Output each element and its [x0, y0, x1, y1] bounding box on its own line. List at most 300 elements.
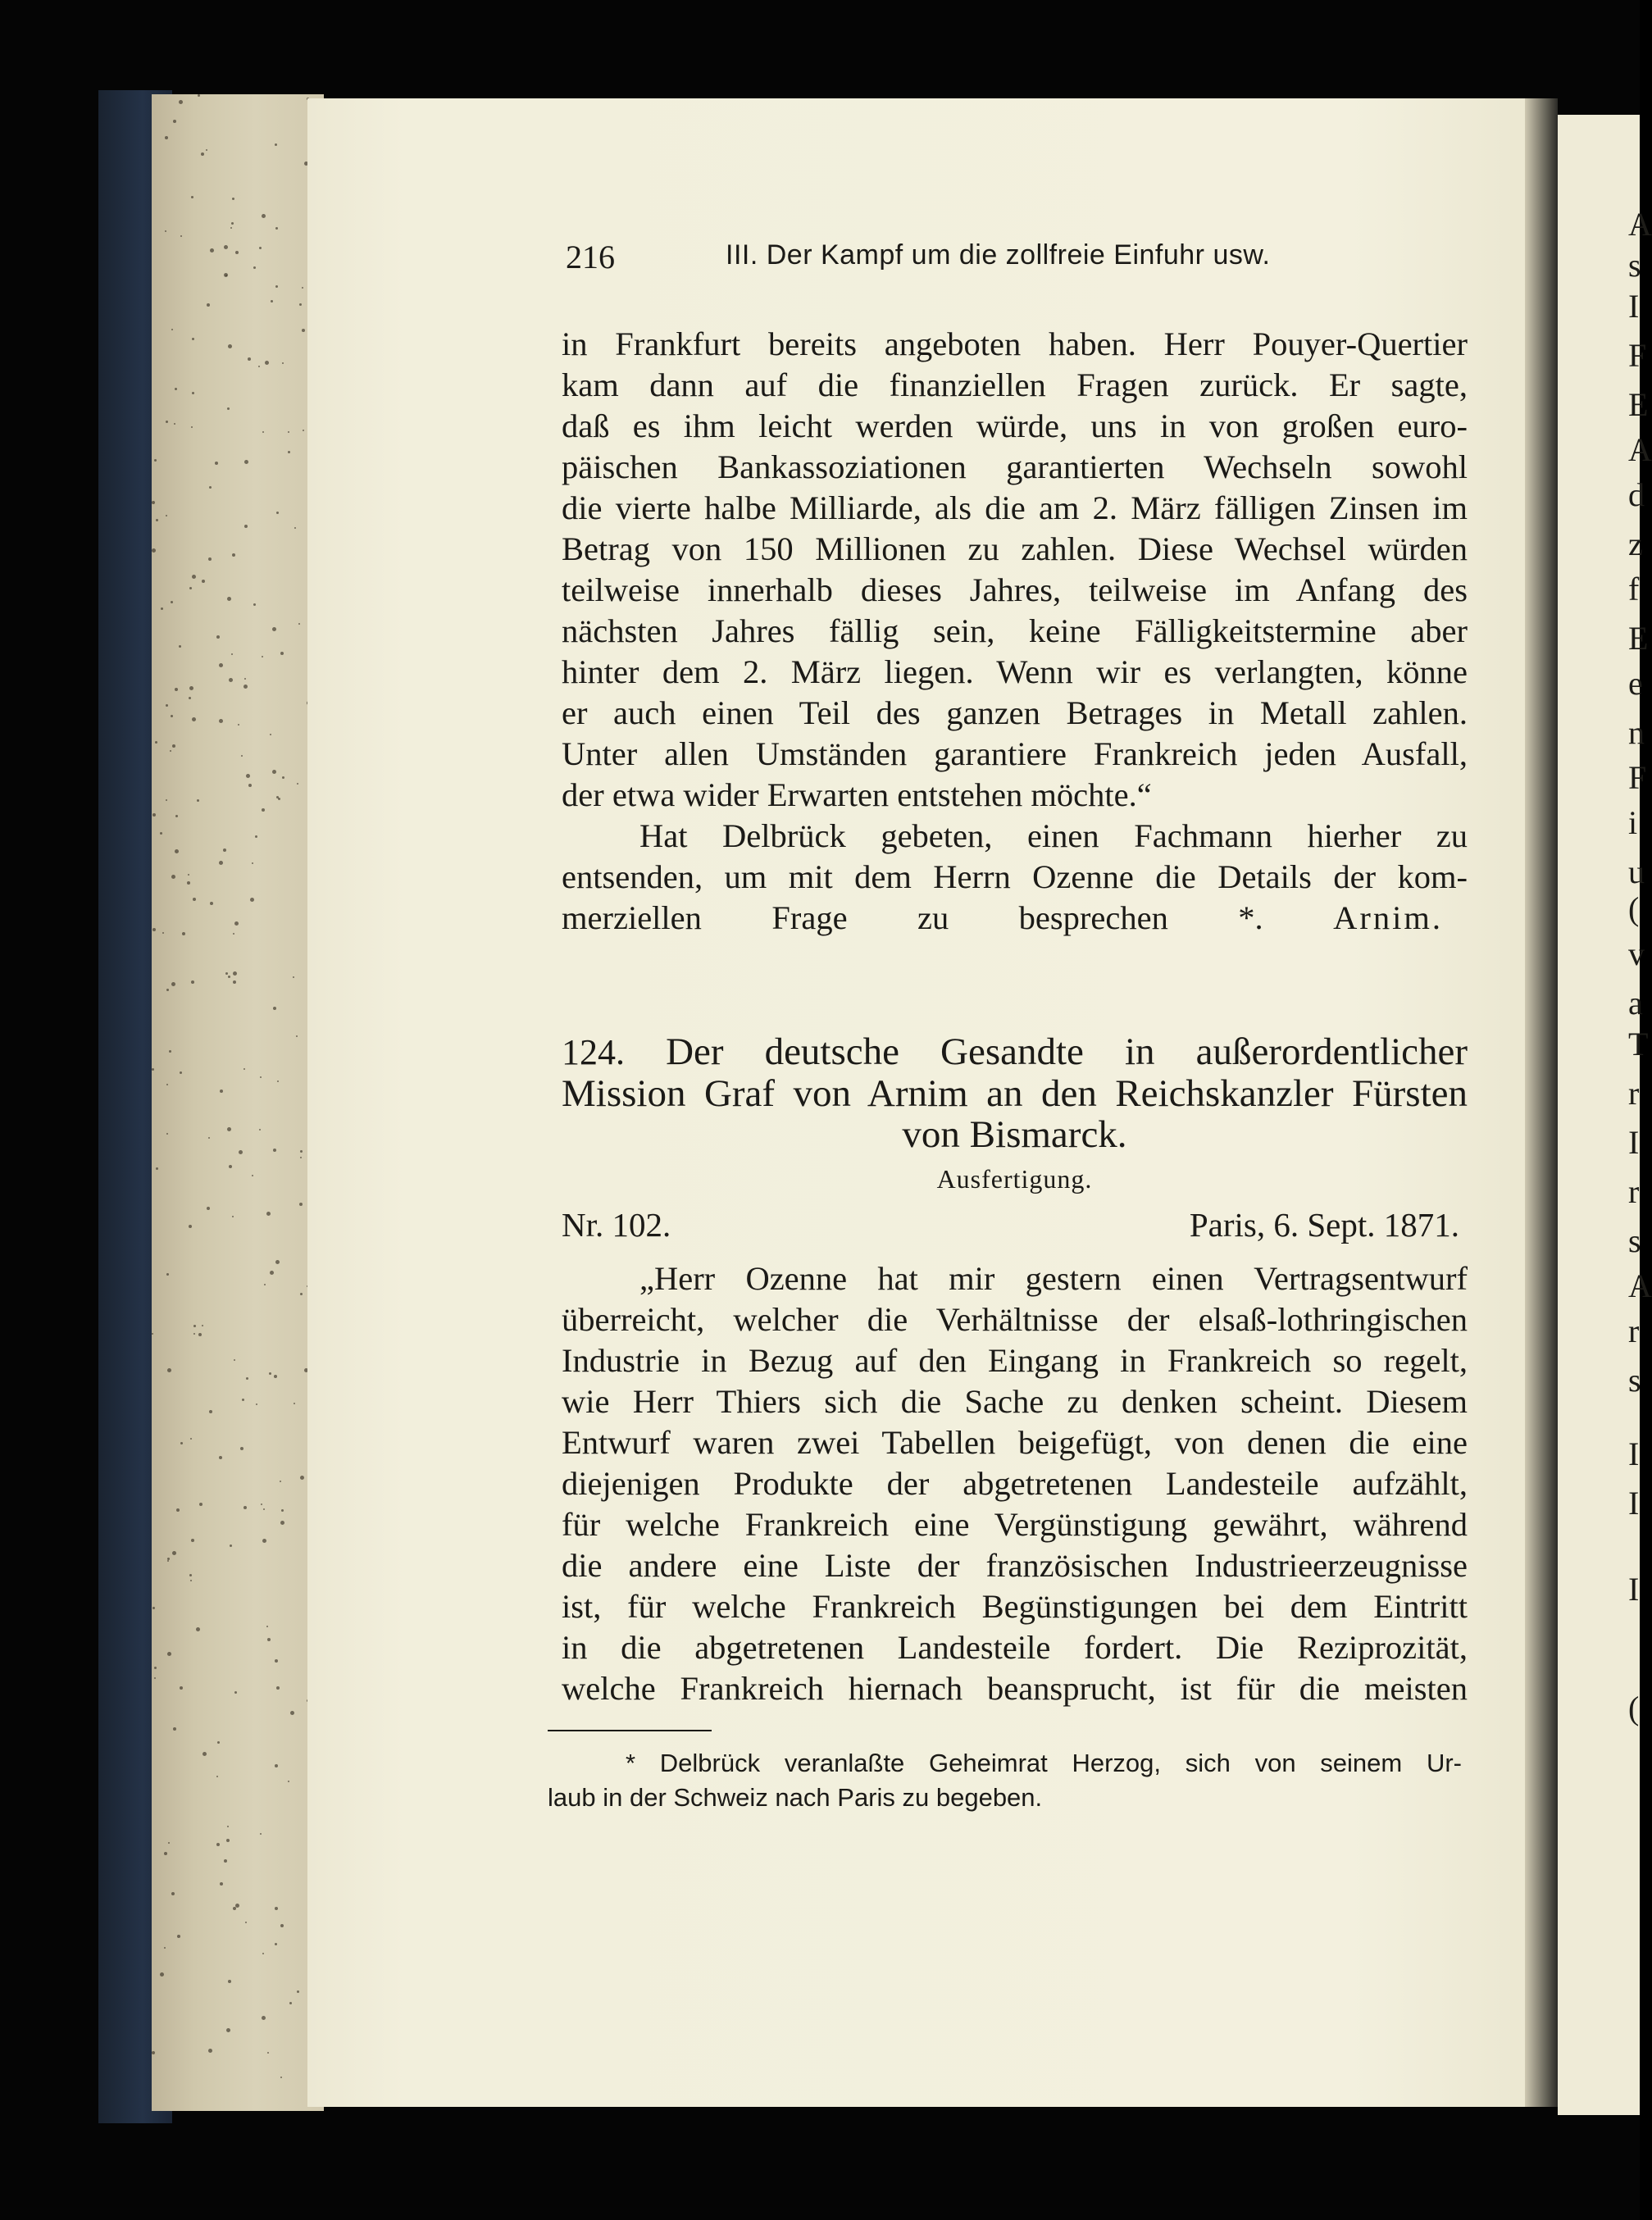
paper-speck	[297, 783, 298, 785]
paper-speck	[266, 1626, 268, 1627]
paper-speck	[233, 933, 234, 935]
paper-speck	[179, 100, 183, 104]
facing-page-fragment: r	[1628, 1173, 1640, 1210]
paper-speck	[165, 230, 166, 232]
facing-page-fragment: I	[1628, 1124, 1640, 1161]
paper-speck	[160, 832, 162, 835]
facing-page-fragment: r	[1628, 1312, 1640, 1349]
paper-speck	[272, 627, 276, 631]
paper-speck	[226, 1839, 230, 1842]
paper-speck	[290, 1711, 294, 1715]
text-line: er auch einen Teil des ganzen Betrages in Metall zahlen.	[562, 694, 1468, 731]
paper-speck	[242, 1399, 244, 1401]
paper-speck	[206, 149, 207, 151]
paper-speck	[165, 136, 168, 139]
place-date: Paris, 6. Sept. 1871.	[1189, 1206, 1459, 1244]
document-nr: Nr. 102.	[562, 1206, 671, 1244]
page-edges	[152, 94, 324, 2111]
paper-speck	[189, 686, 193, 690]
paper-speck	[197, 799, 199, 802]
paper-speck	[276, 796, 279, 798]
paper-speck	[152, 928, 156, 931]
paper-speck	[190, 1438, 192, 1440]
facing-page-fragment: (	[1628, 1690, 1640, 1726]
paper-speck	[152, 813, 156, 817]
paper-speck	[156, 1167, 158, 1170]
paper-speck	[166, 704, 168, 707]
heading-text: Der deutsche Gesandte in außerordentlicher	[666, 1030, 1468, 1073]
paper-speck	[299, 303, 302, 306]
paper-speck	[166, 1133, 168, 1135]
paper-speck	[245, 1922, 247, 1923]
paper-speck	[210, 248, 214, 252]
facing-page-fragment: u	[1628, 853, 1645, 890]
facing-page-fragment: I	[1628, 1571, 1640, 1608]
paper-speck	[298, 623, 300, 625]
facing-page-fragment: E	[1628, 386, 1649, 423]
paper-speck	[244, 678, 246, 680]
text-line: merziellen Frage zu besprechen *.	[562, 899, 1263, 936]
paper-speck	[263, 1508, 265, 1510]
paper-speck	[302, 287, 303, 289]
paper-speck	[246, 774, 250, 778]
document-dateline	[562, 1205, 1459, 1244]
facing-page-fragment: A	[1628, 206, 1652, 243]
paper-speck	[192, 575, 196, 579]
facing-page-fragment: n	[1628, 714, 1645, 751]
closing-line	[562, 898, 1468, 939]
text-line: Betrag von 150 Millionen zu zahlen. Diese Wechsel würden	[562, 530, 1468, 567]
paper-speck	[244, 525, 248, 528]
paper-speck	[266, 1212, 271, 1216]
paper-speck	[166, 799, 167, 801]
footnote	[548, 1746, 1462, 1815]
paper-speck	[160, 1972, 164, 1977]
paper-speck	[282, 776, 284, 779]
paper-speck	[189, 697, 191, 699]
paper-speck	[193, 898, 196, 901]
document-type: Ausfertigung.	[936, 1164, 1093, 1194]
paper-speck	[193, 1333, 195, 1335]
text-line: diejenigen Produkte der abgetretenen Landesteile aufzählt,	[562, 1465, 1468, 1502]
facing-page-fragment: z	[1628, 525, 1643, 562]
paper-speck	[244, 460, 248, 464]
paper-speck	[188, 874, 189, 876]
paper-speck	[166, 515, 167, 516]
facing-page-fragment: d	[1628, 476, 1645, 513]
paper-speck	[201, 152, 204, 156]
paper-speck	[297, 1990, 299, 1993]
paper-speck	[234, 921, 239, 926]
paper-speck	[192, 392, 194, 394]
paper-speck	[191, 196, 193, 198]
text-line: Unter allen Umständen garantiere Frankreich jeden Ausfall,	[562, 735, 1468, 772]
running-title: III. Der Kampf um die zollfreie Einfuhr usw.	[726, 239, 1271, 271]
paper-speck	[267, 2052, 269, 2054]
paper-speck	[269, 1372, 271, 1375]
facing-page-fragment: E	[1628, 620, 1649, 657]
paper-speck	[175, 688, 178, 691]
paper-speck	[230, 1544, 232, 1547]
paper-speck	[152, 1333, 153, 1335]
paper-speck	[256, 1403, 257, 1405]
paper-speck	[299, 1203, 303, 1206]
paper-speck	[228, 1980, 231, 1983]
paper-speck	[280, 1481, 281, 1482]
paper-speck	[167, 1558, 170, 1560]
paper-speck	[217, 1741, 220, 1744]
paper-speck	[171, 1892, 175, 1895]
paper-speck	[223, 848, 226, 852]
paper-speck	[261, 1504, 262, 1505]
facing-page-fragment: s	[1628, 1362, 1641, 1399]
paper-speck	[209, 1410, 212, 1413]
paper-speck	[260, 1076, 262, 1078]
paper-speck	[300, 1150, 303, 1153]
paper-speck	[265, 361, 269, 365]
paper-speck	[273, 1007, 276, 1010]
paper-speck	[246, 1377, 248, 1380]
paper-speck	[294, 527, 296, 529]
paper-speck	[229, 1165, 232, 1168]
paper-speck	[275, 1764, 278, 1767]
paper-speck	[187, 881, 190, 885]
paper-speck	[262, 656, 263, 657]
paper-speck	[274, 1375, 277, 1378]
paper-speck	[168, 1842, 170, 1844]
paper-speck	[262, 1953, 264, 1954]
paper-speck	[192, 717, 196, 721]
facing-page-fragment: a	[1628, 985, 1643, 1021]
facing-page-fragment: s	[1628, 1222, 1641, 1259]
text-line: überreicht, welcher die Verhältnisse der elsaß-lothringischen	[562, 1301, 1468, 1338]
text-line: in Frankfurt bereits angeboten haben. Herr Pouyer-Quertier	[562, 325, 1468, 362]
paper-speck	[219, 1456, 222, 1459]
text-line: die andere eine Liste der französischen Industrieerzeugnisse	[562, 1547, 1468, 1584]
paper-speck	[227, 1127, 231, 1131]
paper-speck	[288, 431, 289, 433]
paper-speck	[192, 338, 194, 340]
paper-speck	[231, 653, 233, 655]
paper-speck	[234, 1359, 235, 1361]
paper-speck	[248, 784, 252, 787]
paper-speck	[171, 601, 173, 603]
paper-speck	[262, 808, 265, 812]
paper-speck	[276, 512, 279, 514]
paper-speck	[167, 1560, 169, 1562]
paper-speck	[166, 1084, 168, 1085]
paper-speck	[241, 755, 243, 757]
facing-page-fragment: (	[1628, 890, 1640, 927]
paper-speck	[232, 1216, 234, 1217]
paper-speck	[289, 2002, 292, 2004]
paper-speck	[216, 1776, 218, 1777]
paper-speck	[276, 1686, 280, 1690]
paper-speck	[229, 678, 233, 682]
text-line: Entwurf waren zwei Tabellen beigefügt, von denen die eine	[562, 1424, 1468, 1461]
paper-speck	[238, 724, 239, 726]
paper-speck	[167, 1652, 171, 1656]
paper-speck	[294, 1403, 295, 1404]
facing-page-fragment: i	[1628, 804, 1638, 841]
facing-page-fragment: I	[1628, 1485, 1640, 1522]
text-line: hinter dem 2. März liegen. Wenn wir es verlangten, könne	[562, 653, 1468, 690]
paper-speck	[253, 603, 256, 606]
paper-speck	[280, 2077, 282, 2078]
page-number: 216	[566, 239, 615, 275]
paper-speck	[164, 1852, 167, 1855]
paper-speck	[177, 1935, 180, 1938]
paper-speck	[275, 1907, 278, 1910]
paper-speck	[189, 1225, 192, 1228]
paper-speck	[255, 835, 257, 838]
paper-speck	[232, 553, 235, 557]
paper-speck	[171, 982, 175, 986]
paper-speck	[152, 548, 156, 553]
paper-speck	[259, 1129, 261, 1130]
paper-speck	[202, 580, 205, 583]
paper-speck	[180, 1686, 183, 1690]
document-heading	[562, 1031, 1468, 1155]
paper-speck	[216, 1843, 220, 1846]
paper-speck	[152, 2051, 155, 2054]
facing-page-fragment: A	[1628, 431, 1652, 468]
paper-speck	[282, 362, 284, 364]
paper-speck	[155, 741, 157, 744]
paper-speck	[161, 607, 163, 610]
paper-speck	[275, 227, 278, 230]
paper-speck	[243, 685, 248, 689]
paper-speck	[166, 1273, 169, 1276]
paper-speck	[262, 431, 264, 433]
paper-speck	[191, 426, 193, 428]
paper-speck	[164, 1947, 166, 1949]
paper-speck	[208, 1137, 210, 1139]
paper-speck	[275, 1260, 280, 1264]
facing-page-fragment: F	[1628, 337, 1647, 374]
text-line: für welche Frankreich eine Vergünstigung gewährt, während	[562, 1506, 1468, 1543]
facing-page-fragment: F	[1628, 759, 1647, 796]
paper-speck	[300, 1157, 302, 1158]
paper-speck	[175, 815, 178, 817]
paper-speck	[233, 980, 236, 984]
paper-speck	[264, 1284, 266, 1285]
paper-speck	[172, 1551, 176, 1555]
facing-page-fragment: A	[1628, 1267, 1652, 1304]
paper-speck	[228, 976, 230, 978]
paper-speck	[235, 251, 239, 254]
paper-speck	[169, 1050, 171, 1053]
text-line: päischen Bankassoziationen garantierten Wechseln sowohl	[562, 448, 1468, 485]
text-line: ist, für welche Frankreich Begünstigungen bei dem Eintritt	[562, 1588, 1468, 1625]
paper-speck	[170, 750, 171, 752]
text-line: teilweise innerhalb dieses Jahres, teilweise im Anfang des	[562, 571, 1468, 608]
paper-speck	[215, 462, 218, 465]
paper-speck	[191, 980, 194, 984]
paper-speck	[270, 734, 271, 735]
paper-speck	[208, 557, 212, 561]
paper-speck	[231, 222, 234, 225]
facing-page-fragment: r	[1628, 1075, 1640, 1112]
paper-speck	[175, 849, 179, 853]
text-line: entsenden, um mit dem Herrn Ozenne die Details der kom-	[562, 858, 1468, 895]
paper-speck	[232, 198, 234, 200]
paper-speck	[281, 1509, 284, 1512]
paper-speck	[260, 1833, 262, 1835]
paper-speck	[239, 1150, 243, 1154]
text-line: die vierte halbe Milliarde, als die am 2. März fälligen Zinsen im	[562, 489, 1468, 526]
paper-speck	[235, 1904, 239, 1908]
paper-speck	[225, 972, 228, 975]
paper-speck	[202, 1325, 203, 1326]
paper-speck	[293, 976, 294, 978]
paper-speck	[288, 451, 290, 453]
paper-speck	[182, 932, 185, 935]
paper-speck	[191, 1539, 194, 1542]
footnote-line: * Delbrück veranlaßte Geheimrat Herzog, sich von seinem Ur-	[626, 1749, 1462, 1777]
paper-speck	[203, 1752, 207, 1756]
paper-speck	[240, 1447, 243, 1450]
document-text	[562, 1258, 1468, 1709]
text-line: „Herr Ozenne hat mir gestern einen Vertragsentwurf	[639, 1260, 1468, 1297]
paper-speck	[280, 652, 284, 655]
paper-speck	[262, 214, 266, 218]
paper-speck	[207, 303, 210, 307]
paper-speck	[209, 486, 212, 489]
paper-speck	[303, 430, 304, 431]
paper-speck	[288, 1781, 289, 1782]
paper-speck	[180, 235, 182, 237]
paper-speck	[190, 1580, 192, 1581]
continuation-text	[562, 324, 1468, 939]
paper-speck	[198, 94, 200, 97]
text-line: kam dann auf die finanziellen Fragen zurück. Er sagte,	[562, 366, 1468, 403]
paper-speck	[152, 1068, 154, 1071]
facing-page-fragment: f	[1628, 571, 1640, 607]
paper-speck	[280, 1924, 284, 1927]
text-line: der etwa wider Erwarten entstehen möchte.“	[562, 776, 1152, 813]
paper-speck	[196, 1627, 200, 1631]
paper-speck	[228, 344, 232, 348]
paper-speck	[173, 1727, 176, 1731]
text-line: welche Frankreich hiernach beansprucht, ist für die meisten	[562, 1670, 1468, 1707]
paper-speck	[252, 1175, 253, 1176]
text-line: Hat Delbrück gebeten, einen Fachmann hierher zu	[639, 817, 1468, 854]
paper-speck	[230, 227, 232, 229]
text-line: in die abgetretenen Landesteile fordert. Die Reziprozität,	[562, 1629, 1468, 1666]
paper-speck	[275, 1659, 278, 1663]
text-line: wie Herr Thiers sich die Sache zu denken scheint. Diesem	[562, 1383, 1468, 1420]
paper-speck	[174, 423, 175, 425]
paper-speck	[219, 861, 223, 865]
paper-speck	[258, 366, 260, 367]
paper-speck	[300, 1293, 303, 1295]
paper-speck	[227, 597, 231, 601]
running-head	[566, 238, 1468, 287]
paper-speck	[248, 357, 251, 361]
facing-page	[1558, 115, 1652, 2115]
paper-speck	[272, 770, 276, 774]
paper-speck	[219, 663, 223, 667]
paper-speck	[234, 1691, 237, 1694]
paper-speck	[252, 862, 253, 864]
paper-speck	[216, 635, 220, 639]
paper-speck	[271, 300, 273, 303]
paper-speck	[154, 459, 157, 462]
paper-speck	[189, 1574, 192, 1576]
text-line: daß es ihm leicht werden würde, uns in von großen euro-	[562, 407, 1468, 444]
paper-speck	[166, 421, 168, 423]
facing-page-fragment: v	[1628, 935, 1645, 972]
facing-page-fragment: e	[1628, 665, 1643, 702]
document-number: 124.	[562, 1032, 625, 1072]
paper-speck	[273, 1149, 276, 1152]
paper-speck	[233, 971, 237, 976]
paper-speck	[173, 120, 176, 123]
paper-speck	[154, 1667, 157, 1669]
book-gutter	[1525, 98, 1558, 2107]
facing-page-fragment: I	[1628, 1435, 1640, 1472]
paper-speck	[176, 1508, 180, 1512]
paper-speck	[227, 407, 230, 410]
paper-speck	[189, 587, 192, 589]
paper-speck	[270, 1271, 274, 1275]
paper-speck	[154, 1677, 156, 1679]
paper-speck	[224, 273, 228, 277]
paper-speck	[162, 932, 164, 934]
paper-speck	[226, 2028, 230, 2032]
facing-page-fragment: s	[1628, 247, 1641, 284]
paper-speck	[171, 329, 173, 330]
paper-speck	[275, 1943, 277, 1945]
paper-speck	[243, 1506, 247, 1509]
paper-speck	[277, 1080, 279, 1082]
paper-speck	[220, 1090, 223, 1093]
paper-speck	[267, 1638, 271, 1641]
paper-speck	[227, 1826, 229, 1827]
signature: Arnim.	[1333, 899, 1443, 936]
footnote-rule	[548, 1730, 712, 1731]
paper-speck	[224, 245, 228, 249]
paper-speck	[250, 898, 254, 902]
paper-speck	[219, 719, 223, 723]
facing-page-fragment: T	[1628, 1026, 1649, 1062]
paper-speck	[253, 266, 256, 269]
paper-speck	[198, 1333, 202, 1336]
footnote-line: laub in der Schweiz nach Paris zu begeben.	[548, 1783, 1043, 1812]
paper-speck	[262, 1539, 266, 1543]
paper-speck	[275, 143, 277, 146]
paper-speck	[193, 1325, 196, 1327]
paper-speck	[302, 329, 305, 332]
paper-speck	[166, 989, 169, 991]
facing-page-fragment: I	[1628, 288, 1640, 325]
paper-speck	[156, 519, 158, 521]
paper-speck	[152, 1607, 155, 1609]
paper-speck	[296, 1035, 298, 1037]
paper-speck	[171, 875, 175, 879]
heading-line	[562, 1031, 1468, 1073]
paper-speck	[210, 902, 213, 905]
paper-speck	[207, 1207, 210, 1210]
paper-speck	[167, 1368, 171, 1372]
paper-speck	[259, 247, 262, 249]
paper-speck	[243, 1068, 245, 1070]
heading-line: Mission Graf von Arnim an den Reichskanzler Fürsten	[562, 1072, 1468, 1115]
paper-speck	[208, 2049, 212, 2053]
paper-speck	[171, 715, 173, 717]
text-line: nächsten Jahres fällig sein, keine Fälligkeitstermine aber	[562, 612, 1468, 649]
